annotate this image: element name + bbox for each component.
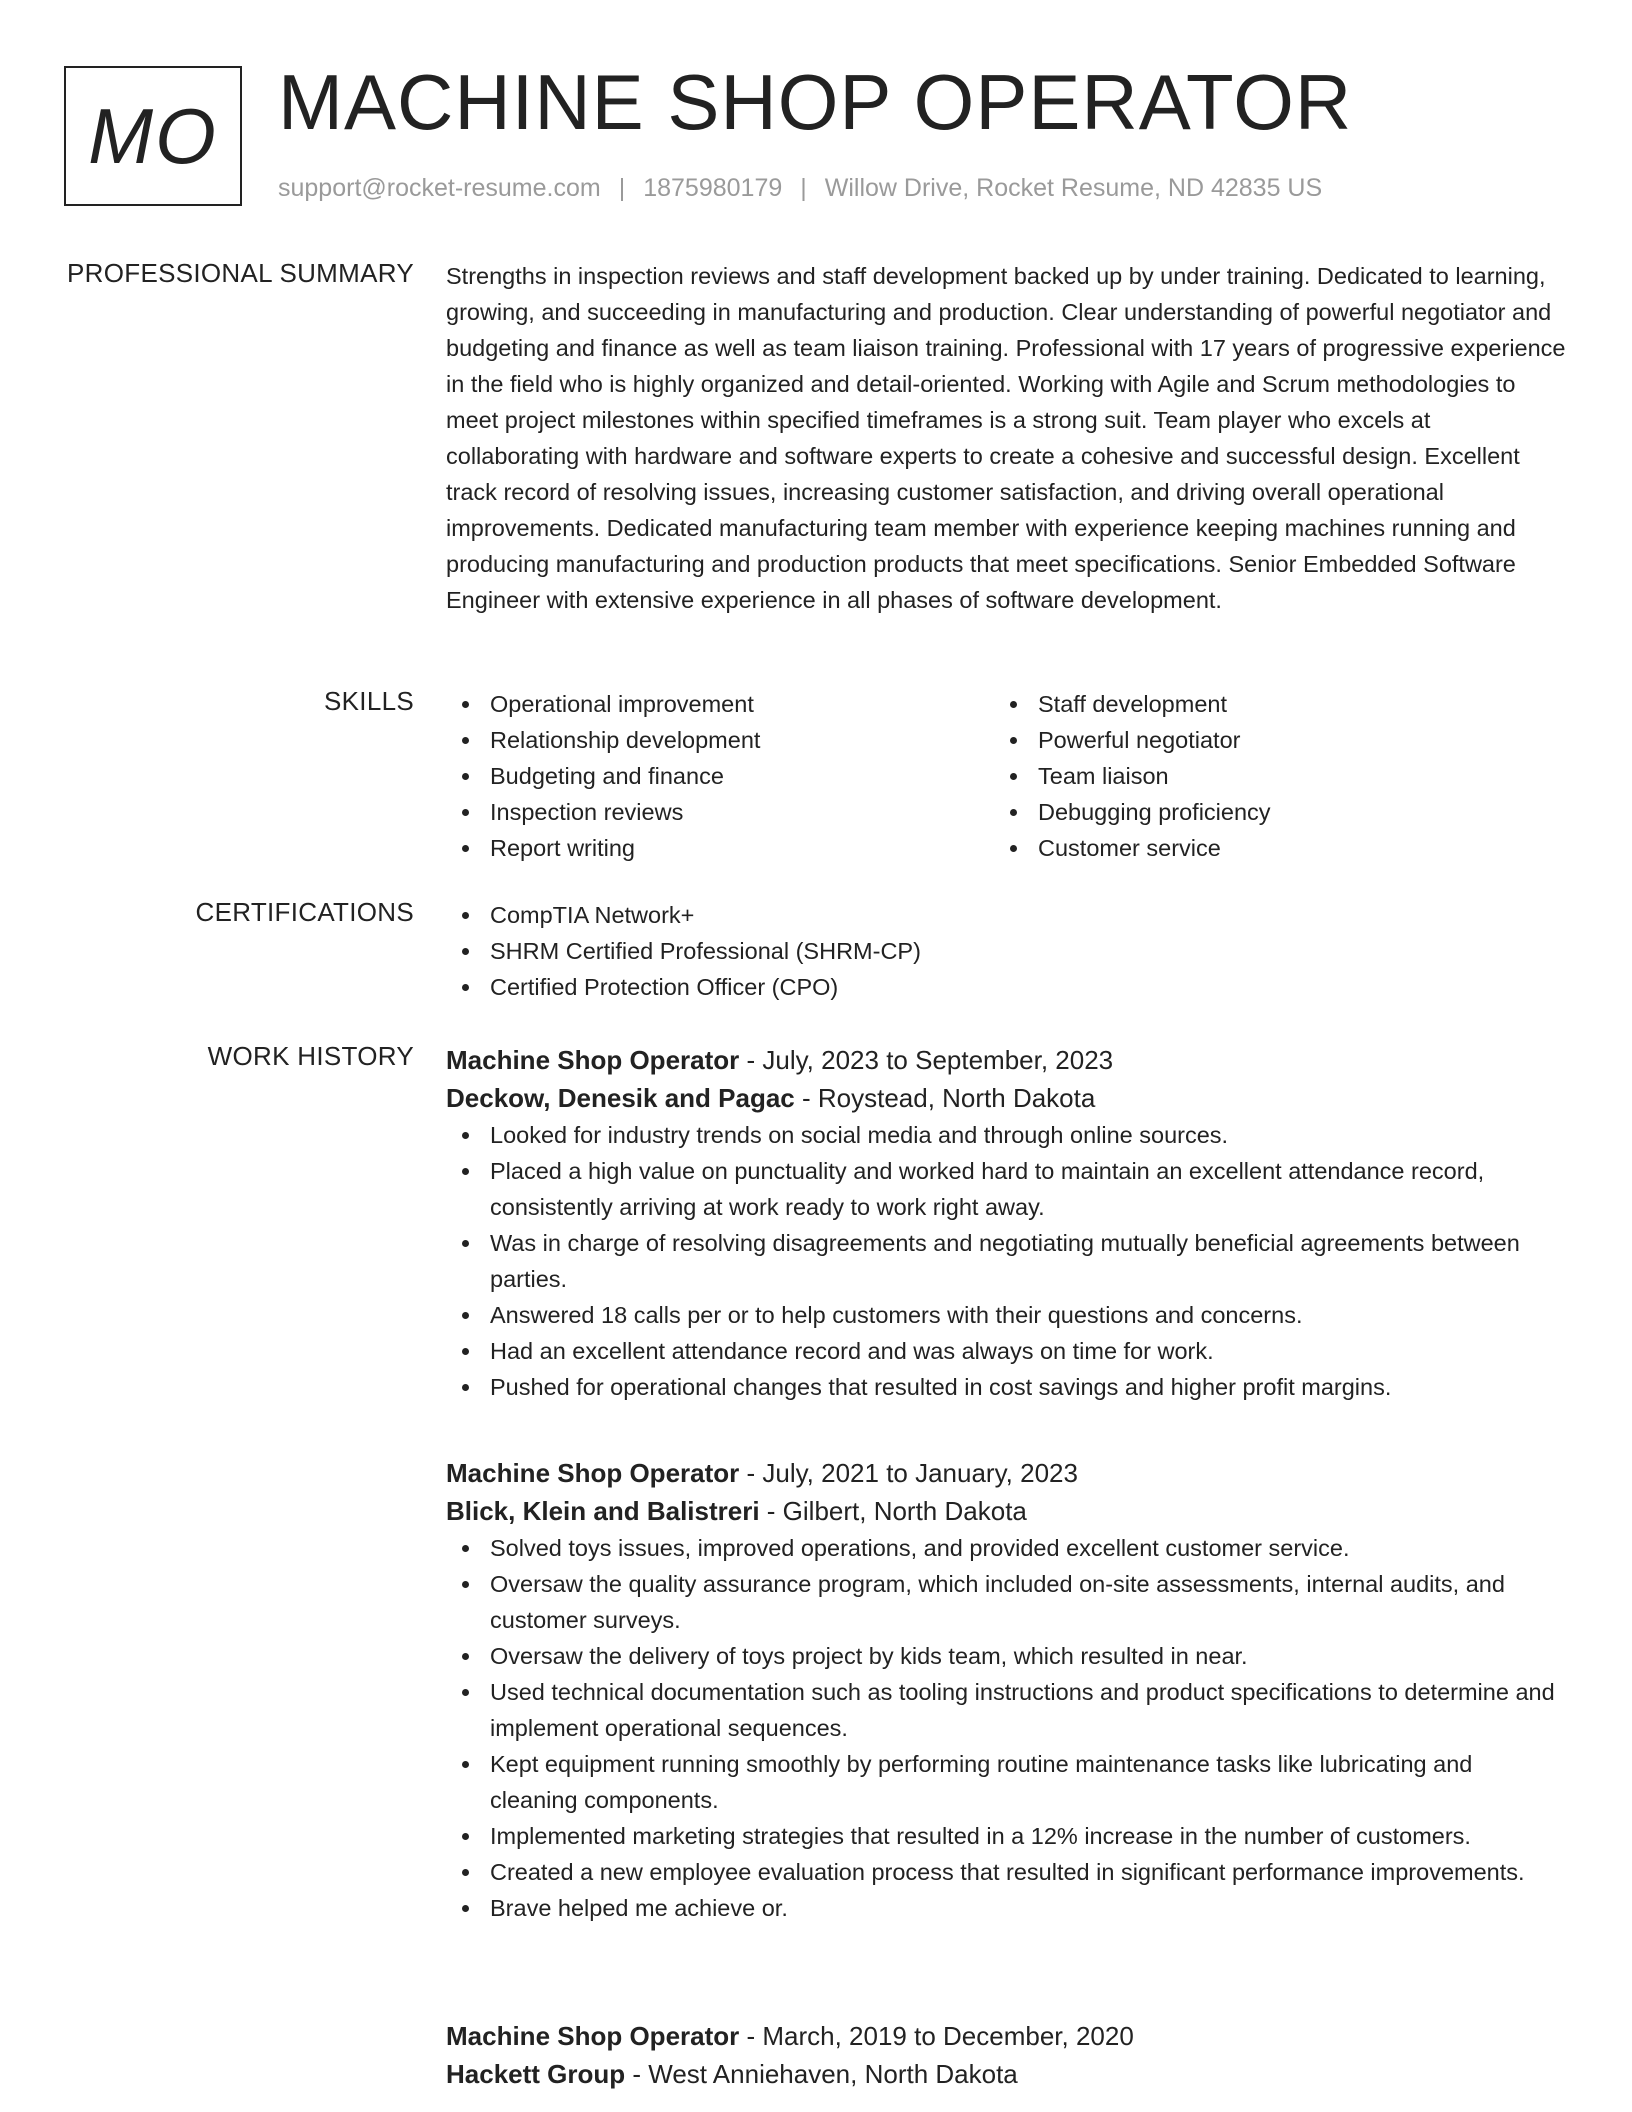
job-bullet: Brave helped me achieve or. [446,1890,1566,1926]
skill-item: Inspection reviews [446,794,994,830]
skill-item: Customer service [994,830,1542,866]
job-bullet: Implemented marketing strategies that resulted in a 12% increase in the number of customers. [446,1818,1566,1854]
job-bullet: Oversaw the delivery of toys project by kids team, which resulted in near. [446,1638,1566,1674]
monogram-box [64,66,242,206]
contact-line [278,174,1322,203]
skill-item: Debugging proficiency [994,794,1542,830]
job-bullet: Solved toys issues, improved operations, and provided excellent customer service. [446,1530,1566,1566]
job-entry [446,1454,1566,1926]
job-company-line [446,2055,1566,2093]
job-title: Machine Shop Operator [446,1458,740,1488]
job-company: Deckow, Denesik and Pagac [446,1083,795,1113]
job-title-line [446,2017,1566,2055]
section-label-work-history: WORK HISTORY [207,1041,414,1071]
monogram-text: MO [88,91,218,180]
summary-body [446,258,1566,618]
job-bullet: Looked for industry trends on social media and through online sources. [446,1117,1566,1153]
certification-item: Certified Protection Officer (CPO) [446,969,1566,1005]
certifications-body [446,897,1566,1005]
contact-address: Willow Drive, Rocket Resume, ND 42835 US [824,174,1323,202]
certification-item: CompTIA Network+ [446,897,1566,933]
job-location: - West Anniehaven, North Dakota [625,2059,1018,2089]
certifications-list [446,897,1566,1005]
job-entry [446,1041,1566,1405]
job-dates: - March, 2019 to December, 2020 [739,2021,1134,2051]
contact-phone[interactable]: 1875980179 [643,174,783,202]
job-bullet: Used technical documentation such as tooling instructions and product specifications to determine and implement operational sequences. [446,1674,1566,1746]
section-label-summary: PROFESSIONAL SUMMARY [67,258,414,288]
job-bullet: Had an excellent attendance record and was always on time for work. [446,1333,1566,1369]
job-company-line [446,1492,1566,1530]
job-bullet: Created a new employee evaluation process that resulted in significant performance improvements. [446,1854,1566,1890]
job-dates: - July, 2021 to January, 2023 [739,1458,1078,1488]
job-bullet: Oversaw the quality assurance program, which included on-site assessments, internal audits, and customer surveys. [446,1566,1566,1638]
job-location: - Gilbert, North Dakota [759,1496,1027,1526]
summary-text: Strengths in inspection reviews and staff development backed up by under training. Dedicated to learning, growing, and succeeding in manufacturing and production. Clear understanding of powerful negotiator and budgeting and finance as well as team liaison training. Professional with 17 years of progressive experience in the field who is highly organized and detail-oriented. Working with Agile and Scrum methodologies to meet project milestones within specified timeframes is a strong suit. Team player who excels at collaborating with hardware and software experts to create a cohesive and successful design. Excellent track record of resolving issues, increasing customer satisfaction, and driving overall operational improvements. Dedicated manufacturing team member with experience keeping machines running and producing manufacturing and production products that meet specifications. Senior Embedded Software Engineer with extensive experience in all phases of software development. [446,263,1566,613]
section-label-certifications: CERTIFICATIONS [195,897,414,927]
skill-item: Report writing [446,830,994,866]
skill-item: Staff development [994,686,1542,722]
job-entry [446,2017,1566,2093]
section-label-skills: SKILLS [324,686,414,716]
skills-body [446,686,1566,866]
skill-item: Team liaison [994,758,1542,794]
skill-item: Budgeting and finance [446,758,994,794]
contact-separator: | [800,174,807,202]
job-bullet: Was in charge of resolving disagreements and negotiating mutually beneficial agreements between parties. [446,1225,1566,1297]
job-company: Hackett Group [446,2059,626,2089]
contact-separator: | [618,174,626,202]
job-dates: - July, 2023 to September, 2023 [739,1045,1114,1075]
certification-item: SHRM Certified Professional (SHRM-CP) [446,933,1566,969]
job-company-line [446,1079,1566,1117]
job-company: Blick, Klein and Balistreri [446,1496,760,1526]
contact-email[interactable]: support@rocket-resume.com [278,174,601,202]
skill-item: Powerful negotiator [994,722,1542,758]
job-bullet-list [446,1530,1566,1926]
job-title-line [446,1454,1566,1492]
job-bullet: Placed a high value on punctuality and worked hard to maintain an excellent attendance record, consistently arriving at work ready to work right away. [446,1153,1566,1225]
job-title-line [446,1041,1566,1079]
skills-list-left [446,686,994,866]
job-location: - Roystead, North Dakota [794,1083,1096,1113]
job-title: Machine Shop Operator [446,1045,740,1075]
job-bullet: Answered 18 calls per or to help customers with their questions and concerns. [446,1297,1566,1333]
job-title: Machine Shop Operator [446,2021,740,2051]
resume-title: MACHINE SHOP OPERATOR [278,58,1353,146]
job-bullet: Kept equipment running smoothly by performing routine maintenance tasks like lubricating and cleaning components. [446,1746,1566,1818]
skill-item: Relationship development [446,722,994,758]
skill-item: Operational improvement [446,686,994,722]
job-bullet: Pushed for operational changes that resulted in cost savings and higher profit margins. [446,1369,1566,1405]
job-bullet-list [446,1117,1566,1405]
skills-list-right [994,686,1542,866]
